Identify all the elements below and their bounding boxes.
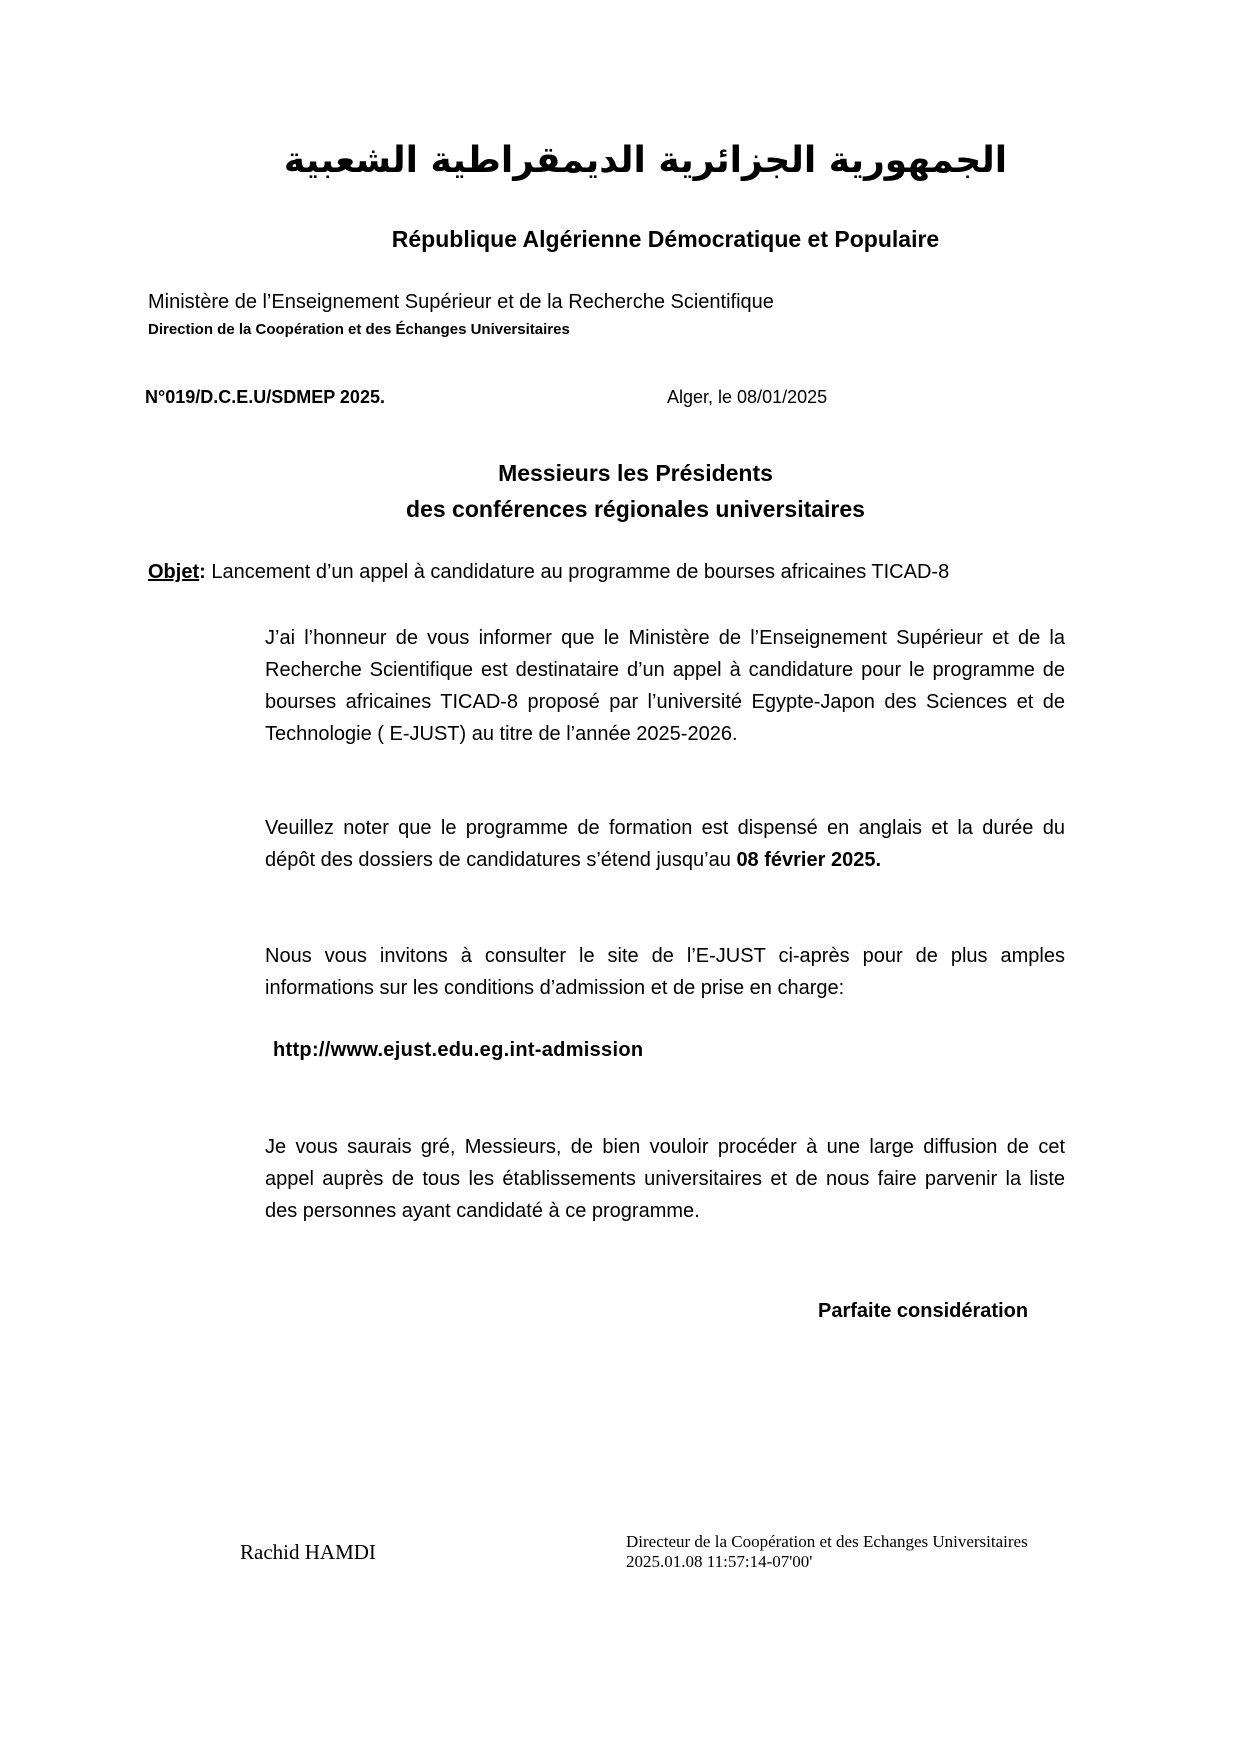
deadline-date: 08 février 2025. [736,849,881,871]
reference-number: N°019/D.C.E.U/SDMEP 2025. [145,387,385,407]
arabic-republic-title: الجمهورية الجزائرية الديمقراطية الشعبية [283,140,1008,181]
direction-name: Direction de la Coopération et des Échanges Universitaires [148,321,570,338]
signer-title: Directeur de la Coopération et des Echanges Universitaires [626,1532,1028,1551]
republic-title: République Algérienne Démocratique et Populaire [391,226,940,252]
body-paragraph-4: Je vous saurais gré, Messieurs, de bien vouloir procéder à une large diffusion de cet appel auprès de tous les établissements universitaires et de nous faire parvenir la liste des personnes ayant candidaté à ce programme. [265,1136,1065,1222]
subject-line [148,561,949,584]
body-paragraph-1: J’ai l’honneur de vous informer que le Ministère de l’Enseignement Supérieur et de la Recherche Scientifique est destinataire d’un appel à candidature pour le programme de bourses africaines TICAD-8 proposé par l’université Egypte-Japon des Sciences et de Technologie ( E-JUST) au titre de l’année 2025-2026. [265,627,1065,745]
place-date: Alger, le 08/01/2025 [667,387,828,407]
body-paragraph-2 [265,812,1065,876]
paragraph-2-text: Veuillez noter que le programme de formation est dispensé en anglais et la durée du dépôt des dossiers de candidatures s’étend jusqu’au [265,817,1065,871]
body-paragraph-3: Nous vous invitons à consulter le site de l’E-JUST ci-après pour de plus amples informations sur les conditions d’admission et de prise en charge: [265,945,1065,999]
digital-signature-block [626,1532,1028,1572]
ejust-admission-link[interactable]: http://www.ejust.edu.eg.int-admission [273,1039,644,1061]
closing-salutation: Parfaite considération [818,1300,1029,1322]
subject-text: Lancement d’un appel à candidature au programme de bourses africaines TICAD-8 [205,561,950,583]
addressee-line-1: Messieurs les Présidents [498,460,773,486]
subject-label: Objet [148,561,200,583]
ministry-name: Ministère de l’Enseignement Supérieur et de la Recherche Scientifique [148,291,774,313]
addressee-line-2: des conférences régionales universitaires [406,496,865,522]
subject-colon: : [199,561,206,583]
signature-timestamp: 2025.01.08 11:57:14-07'00' [626,1552,813,1571]
signer-name: Rachid HAMDI [240,1540,376,1564]
